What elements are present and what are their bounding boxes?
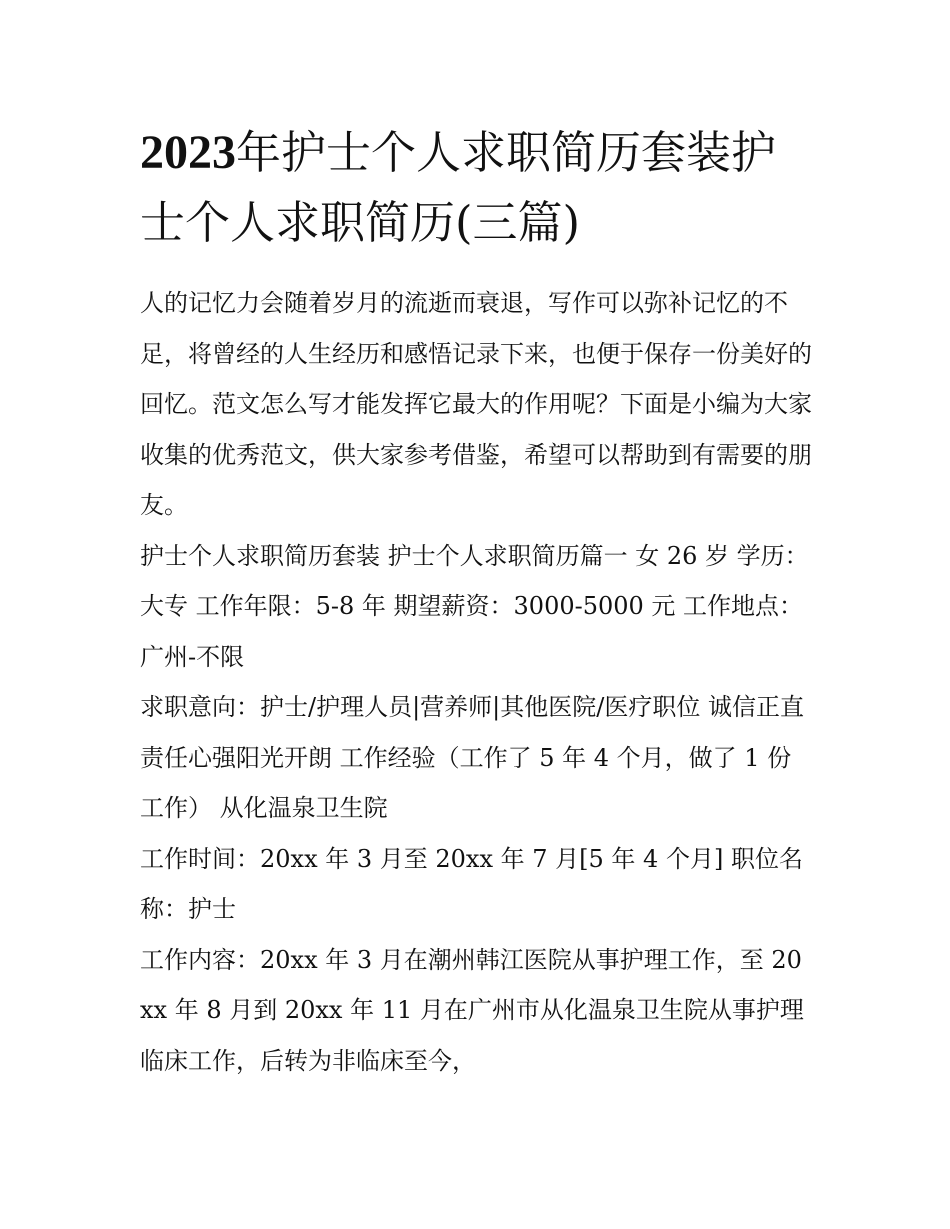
job-intention-paragraph: 求职意向：护士/护理人员|营养师|其他医院/医疗职位 诚信正直责任心强阳光开朗 工作经验（工作了 5 年 4 个月，做了 1 份工作） 从化温泉卫生院 — [140, 693, 804, 822]
title-text: 年护士个人求职简历套装护士个人求职简历(三篇) — [140, 126, 777, 249]
intro-paragraph: 人的记忆力会随着岁月的流逝而衰退，写作可以弥补记忆的不足，将曾经的人生经历和感悟记录下来，也便于保存一份美好的回忆。范文怎么写才能发挥它最大的作用呢？下面是小编为大家收集的优秀范文，供大家参考借鉴，希望可以帮助到有需要的朋友。 — [140, 289, 812, 519]
title-year: 2023 — [140, 126, 236, 179]
document-body — [140, 118, 812, 1086]
document-title — [140, 118, 812, 258]
work-time-paragraph: 工作时间：20xx 年 3 月至 20xx 年 7 月[5 年 4 个月] 职位名称：护士 — [140, 844, 803, 923]
work-content-paragraph: 工作内容：20xx 年 3 月在潮州韩江医院从事护理工作，至 20xx 年 8 月到 20xx 年 11 月在广州市从化温泉卫生院从事护理临床工作，后转为非临床至今， — [140, 945, 804, 1075]
resume-summary-paragraph: 护士个人求职简历套装 护士个人求职简历篇一 女 26 岁 学历：大专 工作年限：5-8 年 期望薪资：3000-5000 元 工作地点：广州-不限 — [140, 541, 809, 671]
